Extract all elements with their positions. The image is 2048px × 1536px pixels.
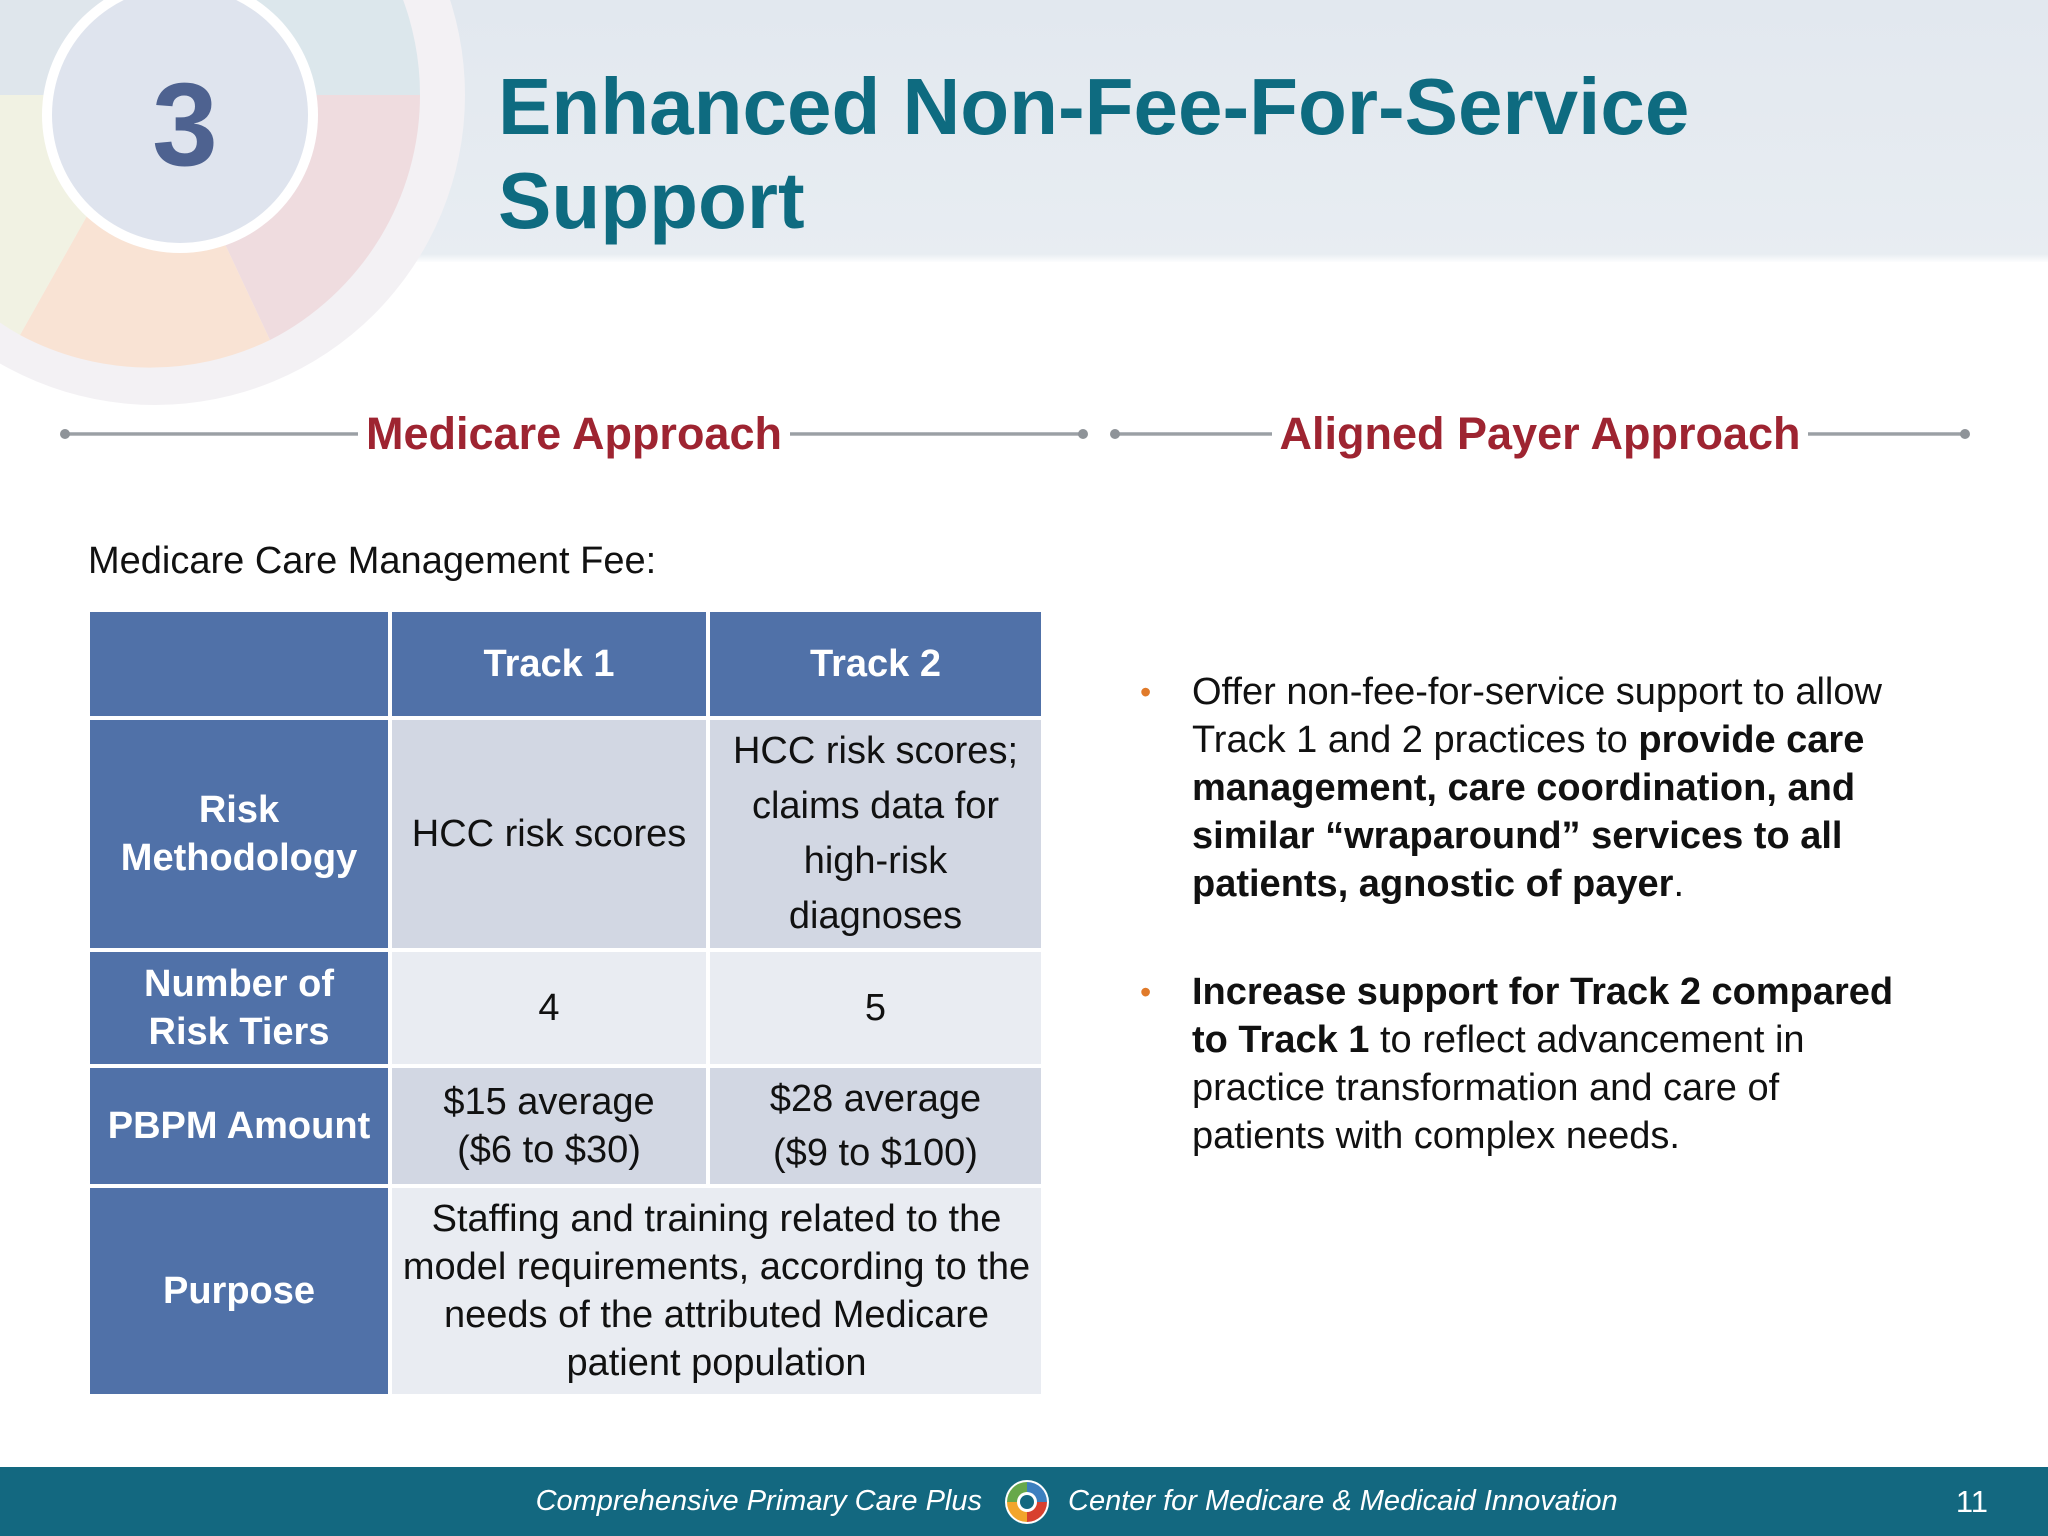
cell-line: ($6 to $30) (457, 1129, 641, 1171)
bullet-emphasis: provide care management, care coordination, and similar “wraparound” services to all patients, agnostic of payer (1192, 719, 1865, 905)
table-cell: 4 (390, 950, 708, 1066)
list-item (1140, 668, 1920, 908)
row-header: Number of Risk Tiers (88, 950, 390, 1066)
row-header: Purpose (88, 1186, 390, 1396)
bullet-text: Offer non-fee-for-service support to allow Track 1 and 2 practices to (1192, 671, 1882, 761)
row-header: Risk Methodology (88, 718, 390, 950)
care-management-fee-table (86, 608, 1045, 1398)
table-cell: Staffing and training related to the model requirements, according to the needs of the attributed Medicare patient population (390, 1186, 1043, 1396)
table-header-cell (88, 610, 390, 718)
table-cell (708, 1066, 1043, 1186)
page-number: 11 (1955, 1484, 1988, 1519)
divider (64, 432, 358, 436)
footer-program-name: Comprehensive Primary Care Plus (535, 1485, 982, 1517)
bullet-emphasis: Increase support for Track 2 compared to Track 1 (1192, 971, 1894, 1061)
table-cell: HCC risk scores; claims data for high-risk diagnoses (708, 718, 1043, 950)
aligned-payer-bullets (1140, 668, 1920, 1220)
cell-line: $28 average (769, 1078, 982, 1120)
footer-center-name: Center for Medicare & Medicaid Innovation (1068, 1485, 1618, 1517)
table-cell: 5 (708, 950, 1043, 1066)
list-item (1140, 968, 1920, 1160)
table-cell: HCC risk scores (390, 718, 708, 950)
section-heading-label: Aligned Payer Approach (1279, 408, 1801, 459)
footer-bar (0, 1467, 2048, 1536)
table-header-row (88, 610, 1043, 718)
medicare-approach-heading (64, 404, 1084, 464)
divider (1114, 432, 1272, 436)
table-cell (390, 1066, 708, 1186)
table-row (88, 718, 1043, 950)
fee-table-caption: Medicare Care Management Fee: (88, 540, 657, 582)
divider (790, 432, 1084, 436)
slide-section-number: 3 (152, 59, 218, 191)
cell-line: ($9 to $100) (773, 1132, 978, 1174)
divider (1808, 432, 1966, 436)
row-header: PBPM Amount (88, 1066, 390, 1186)
cmmi-logo-icon (1004, 1479, 1050, 1525)
bullet-text: to reflect advancement in practice transformation and care of patients with complex needs. (1192, 1019, 1805, 1157)
table-row (88, 1066, 1043, 1186)
table-header-cell: Track 1 (390, 610, 708, 718)
table-row (88, 950, 1043, 1066)
bullet-text: . (1673, 863, 1685, 905)
section-heading-label: Medicare Approach (366, 408, 782, 459)
table-row (88, 1186, 1043, 1396)
slide-title: Enhanced Non-Fee-For-Service Support (498, 62, 1690, 245)
aligned-payer-approach-heading (1114, 404, 1966, 464)
table-header-cell: Track 2 (708, 610, 1043, 718)
cell-line: $15 average (443, 1081, 655, 1123)
